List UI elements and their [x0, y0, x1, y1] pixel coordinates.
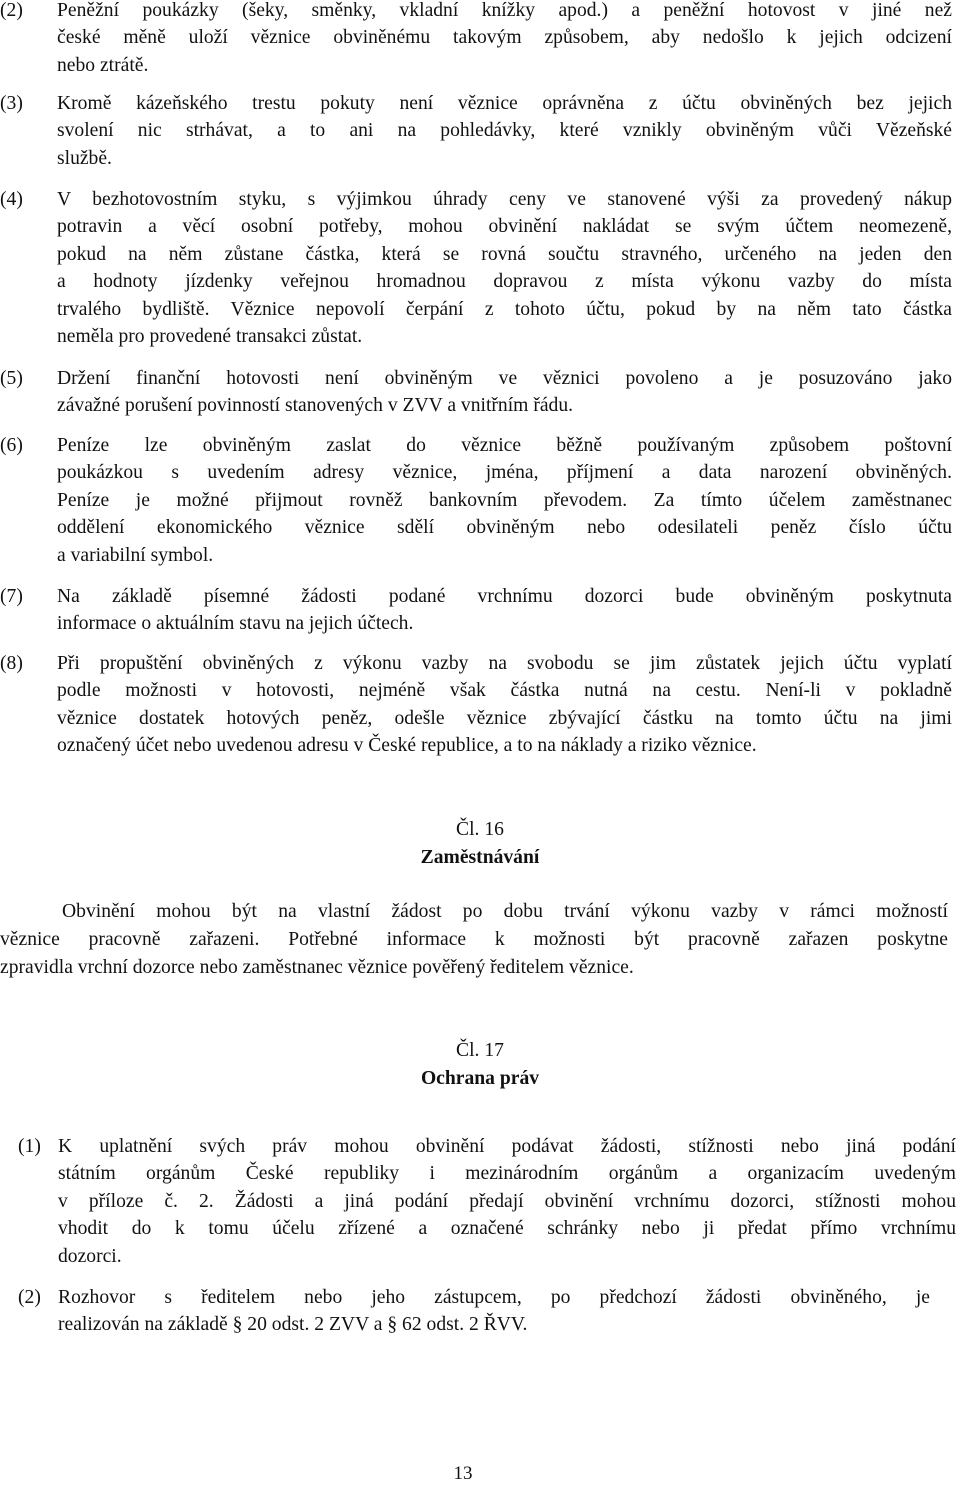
paragraph-number: (2) — [0, 0, 23, 21]
paragraph-line: oddělení ekonomického věznice sdělí obviněným nebo odesilateli peněz číslo účtu — [57, 517, 952, 539]
paragraph-line: Při propuštění obviněných z výkonu vazby na svobodu se jim zůstatek jejich účtu vyplatí — [57, 653, 952, 674]
paragraph-line: potravin a věcí osobní potřeby, mohou obvinění nakládat se svým účtem neomezeně, — [57, 216, 952, 238]
paragraph-number: (6) — [0, 435, 23, 456]
paragraph-number: (2) — [18, 1287, 41, 1308]
paragraph-number: (8) — [0, 653, 23, 674]
paragraph-line: realizován na základě § 20 odst. 2 ZVV a § 62 odst. 2 ŘVV. — [58, 1314, 528, 1336]
paragraph-line: vhodit do k tomu účelu zřízené a označené schránky nebo ji předat přímo vrchnímu — [58, 1218, 956, 1240]
paragraph-line: Držení finanční hotovosti není obviněným ve věznici povoleno a je posuzováno jako — [57, 368, 952, 389]
paragraph-line: svolení nic strhávat, a to ani na pohledávky, které vznikly obviněným vůči Vězeňské — [57, 120, 952, 142]
paragraph-line: dozorci. — [58, 1245, 122, 1267]
paragraph-line: K uplatnění svých práv mohou obvinění podávat žádosti, stížnosti nebo jiná podání — [58, 1136, 956, 1157]
paragraph-line: a variabilní symbol. — [57, 544, 214, 566]
body-line: věznice pracovně zařazeni. Potřebné informace k možnosti být pracovně zařazen poskytne — [0, 929, 948, 950]
article-title: Ochrana práv — [420, 1068, 540, 1089]
paragraph-line: neměla pro provedené transakci zůstat. — [57, 325, 363, 347]
paragraph-line: nebo ztrátě. — [57, 54, 149, 76]
paragraph-line: a hodnoty jízdenky veřejnou hromadnou dopravou z místa výkonu vazby do místa — [57, 271, 952, 293]
paragraph-line: Na základě písemné žádosti podané vrchnímu dozorci bude obviněným poskytnuta — [57, 586, 952, 607]
paragraph-line: v příloze č. 2. Žádosti a jiná podání předají obvinění vrchnímu dozorci, stížnosti mohou — [58, 1190, 956, 1212]
paragraph-line: informace o aktuálním stavu na jejich účtech. — [57, 613, 414, 635]
paragraph-line: české měně uloží věznice obviněnému takovým způsobem, aby nedošlo k jejich odcizení — [57, 27, 952, 49]
paragraph-line: Rozhovor s ředitelem nebo jeho zástupcem, po předchozí žádosti obviněného, je — [58, 1287, 930, 1308]
paragraph-line: označený účet nebo uvedenou adresu v České republice, a to na náklady a riziko věznice. — [57, 735, 757, 757]
paragraph-line: Peníze lze obviněným zaslat do věznice běžně používaným způsobem poštovní — [57, 435, 952, 456]
paragraph-line: závažné porušení povinností stanovených v ZVV a vnitřním řádu. — [57, 395, 574, 417]
paragraph-number: (4) — [0, 189, 23, 210]
article-number: Čl. 16 — [456, 819, 504, 840]
paragraph-line: Kromě kázeňského trestu pokuty není věznice oprávněna z účtu obviněných bez jejich — [57, 93, 952, 114]
paragraph-line: pokud na něm zůstane částka, která se rovná součtu stravného, určeného na jeden den — [57, 243, 952, 265]
paragraph-line: Peněžní poukázky (šeky, směnky, vkladní knížky apod.) a peněžní hotovost v jiné než — [57, 0, 952, 21]
paragraph-line: podle možnosti v hotovosti, nejméně však částka nutná na cestu. Není-li v pokladně — [57, 680, 952, 702]
article-17-heading — [0, 1037, 960, 1093]
paragraph-number: (7) — [0, 586, 23, 607]
article-16-heading — [0, 816, 960, 872]
paragraph-line: poukázkou s uvedením adresy věznice, jména, příjmení a data narození obviněných. — [57, 462, 952, 484]
paragraph-number: (3) — [0, 93, 23, 114]
paragraph-line: věznice dostatek hotových peněz, odešle věznice zbývající částku na tomto účtu na jimi — [57, 707, 952, 729]
paragraph-line: státním orgánům České republiky i mezinárodním orgánům a organizacím uvedeným — [58, 1163, 956, 1185]
article-title: Zaměstnávání — [420, 847, 540, 868]
paragraph-line: V bezhotovostním styku, s výjimkou úhrady ceny ve stanovené výši za provedený nákup — [57, 189, 952, 210]
paragraph-number: (5) — [0, 368, 23, 389]
paragraph-number: (1) — [18, 1136, 41, 1157]
paragraph-line: službě. — [57, 147, 112, 169]
paragraph-line: trvalého bydliště. Věznice nepovolí čerpání z tohoto účtu, pokud by na něm tato částka — [57, 298, 952, 320]
paragraph-line: Peníze je možné přijmout rovněž bankovním převodem. Za tímto účelem zaměstnanec — [57, 489, 952, 511]
page-number: 13 — [453, 1463, 473, 1484]
article-16-body — [0, 898, 948, 982]
article-number: Čl. 17 — [456, 1040, 504, 1061]
body-line: zpravidla vrchní dozorce nebo zaměstnanec věznice pověřený ředitelem věznice. — [0, 957, 634, 978]
body-line: Obvinění mohou být na vlastní žádost po dobu trvání výkonu vazby v rámci možností — [62, 901, 948, 922]
